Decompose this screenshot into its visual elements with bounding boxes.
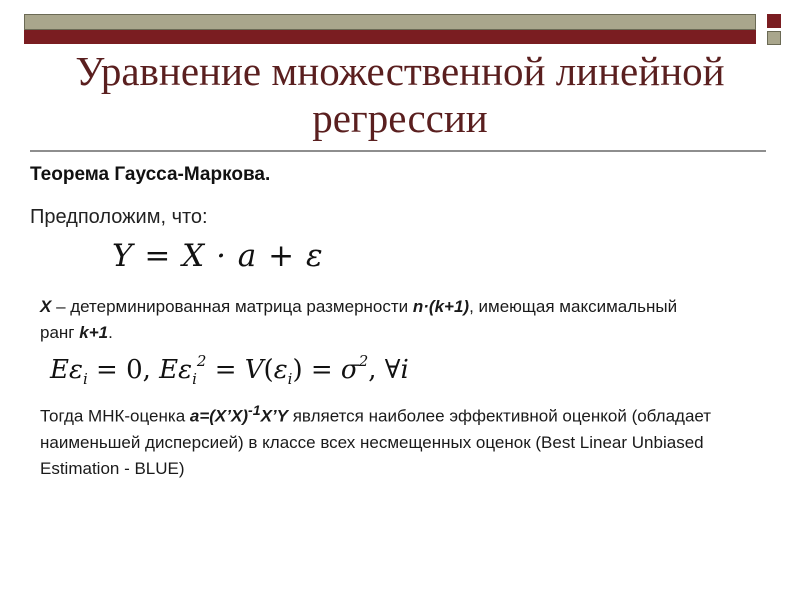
conclusion-text-1: Тогда МНК-оценка — [40, 406, 190, 426]
matrix-description — [40, 294, 700, 346]
conclusion-text — [40, 398, 780, 482]
var-x: X — [40, 297, 52, 316]
desc-text-1: – детерминированная матрица размерности — [51, 297, 413, 316]
error-assumptions-equation: $E\varepsilon_i = 0$, $E\varepsilon_i^2 = V(\varepsilon_i) = \sigma^2$, ∀i — [50, 352, 409, 388]
suppose-text: Предположим, что: — [30, 206, 208, 228]
rank: k+1 — [79, 323, 109, 342]
desc-text-3: . — [108, 323, 113, 342]
desc-text-2: , имеющая максимальный ранг — [40, 297, 678, 342]
header-square-olive — [767, 31, 781, 45]
conclusion-text-2: является наиболее эффективной оценкой (обладает наименьшей дисперсией) в классе всех несмещенных оценок (Best Linear Unbiased Estimation - BLUE) — [40, 406, 712, 478]
regression-equation: Y = X · a + ε — [112, 238, 324, 274]
header-square-maroon — [767, 14, 781, 28]
dims: n·(k+1) — [412, 297, 470, 316]
header-maroon-bar — [24, 30, 756, 44]
ols-formula-post: X’Y — [260, 406, 288, 426]
title-divider — [30, 150, 766, 152]
header-olive-bar — [24, 14, 756, 30]
slide-title: Уравнение множественной линейной регрессии — [75, 48, 725, 141]
ols-formula-pre: a=(X’X) — [189, 406, 248, 426]
ols-formula-sup: -1 — [248, 403, 261, 419]
theorem-heading: Теорема Гаусса-Маркова. — [30, 164, 271, 185]
